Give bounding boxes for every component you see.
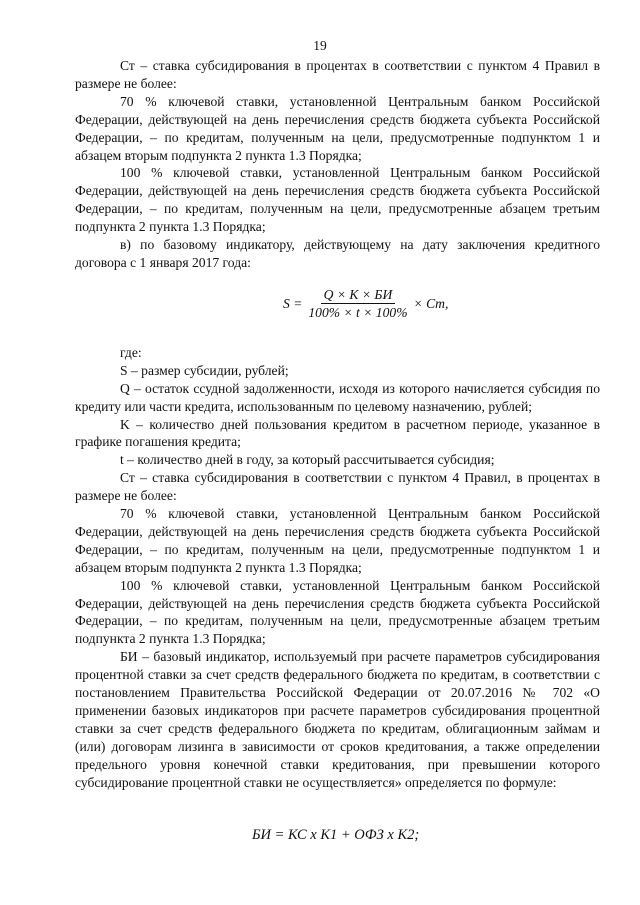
paragraph-k-definition: K – количество дней пользования кредитом в расчетном периоде, указанное в графике погашения кредита; bbox=[75, 416, 600, 450]
base-indicator-formula: БИ = КС х К1 + ОФЗ х К2; bbox=[252, 827, 420, 843]
paragraph-rate-70-2: 70 % ключевой ставки, установленной Центральным банком Российской Федерации, действующей на день перечисления средств бюджета субъекта Российской Федерации, – по кредитам, полученным на цели, предусмотренные подпунктом 1 и абзацем вторым подпункта 2 пункта 1.3 Порядка; bbox=[75, 506, 600, 575]
formula-numerator: Q × K × БИ bbox=[321, 287, 396, 304]
subsidy-formula bbox=[283, 287, 448, 320]
paragraph-rate-70: 70 % ключевой ставки, установленной Центральным банком Российской Федерации, действующей на день перечисления средств бюджета субъекта Российской Федерации, – по кредитам, полученным на цели, предусмотренные подпунктом 1 и абзацем вторым подпункта 2 пункта 1.3 Порядка; bbox=[75, 93, 600, 163]
page-number: 19 bbox=[313, 38, 327, 53]
paragraph-ct-definition-2: Ст – ставка субсидирования в соответствии с пунктом 4 Правил, в процентах в размере не более: bbox=[75, 470, 600, 504]
paragraph-bi-definition: БИ – базовый индикатор, используемый при расчете параметров субсидирования процентной ставки за счет средств федерального бюджета по кредитам, в соответствии с постановлением Правительства Российской Федерации от 20.07.2016 № 702 «О применении базовых индикаторов при расчете параметров субсидирования процентной ставки за счет средств федерального бюджета по кредитам, облигационным займам и (или) договорам лизинга в зависимости от сроков кредитования, а также определении предельного уровня конечной ставки кредитования, при превышении которого субсидирование процентной ставки не осуществляется» определяется по формуле: bbox=[75, 649, 600, 790]
document-body bbox=[75, 57, 600, 792]
paragraph-q-definition: Q – остаток ссудной задолженности, исходя из которого начисляется субсидия по кредиту или части кредита, использованным по целевому назначению, рублей; bbox=[75, 380, 600, 414]
formula-fraction bbox=[305, 287, 410, 320]
formula-denominator: 100% × t × 100% bbox=[308, 305, 408, 320]
paragraph-item-v: в) по базовому индикатору, действующему на дату заключения кредитного договора с 1 января 2017 года: bbox=[75, 237, 600, 270]
paragraph-rate-100-2: 100 % ключевой ставки, установленной Центральным банком Российской Федерации, действующей на день перечисления средств бюджета субъекта Российской Федерации, – по кредитам, полученным на цели, предусмотренные абзацем третьим подпункта 2 пункта 1.3 Порядка; bbox=[75, 577, 600, 647]
paragraph-ct-definition: Ст – ставка субсидирования в процентах в соответствии с пунктом 4 Правил в размере не более: bbox=[75, 58, 600, 91]
paragraph-where: где: bbox=[120, 344, 142, 360]
paragraph-rate-100: 100 % ключевой ставки, установленной Центральным банком Российской Федерации, действующей на день перечисления средств бюджета субъекта Российской Федерации, – по кредитам, полученным на цели, предусмотренные абзацем третьим подпункта 2 пункта 1.3 Порядка; bbox=[75, 165, 600, 235]
paragraph-s-definition: S – размер субсидии, рублей; bbox=[120, 362, 289, 378]
formula-rhs: × Cm, bbox=[413, 295, 449, 311]
formula-lhs: S = bbox=[283, 295, 303, 311]
paragraph-t-definition: t – количество дней в году, за который рассчитывается субсидия; bbox=[120, 452, 495, 468]
